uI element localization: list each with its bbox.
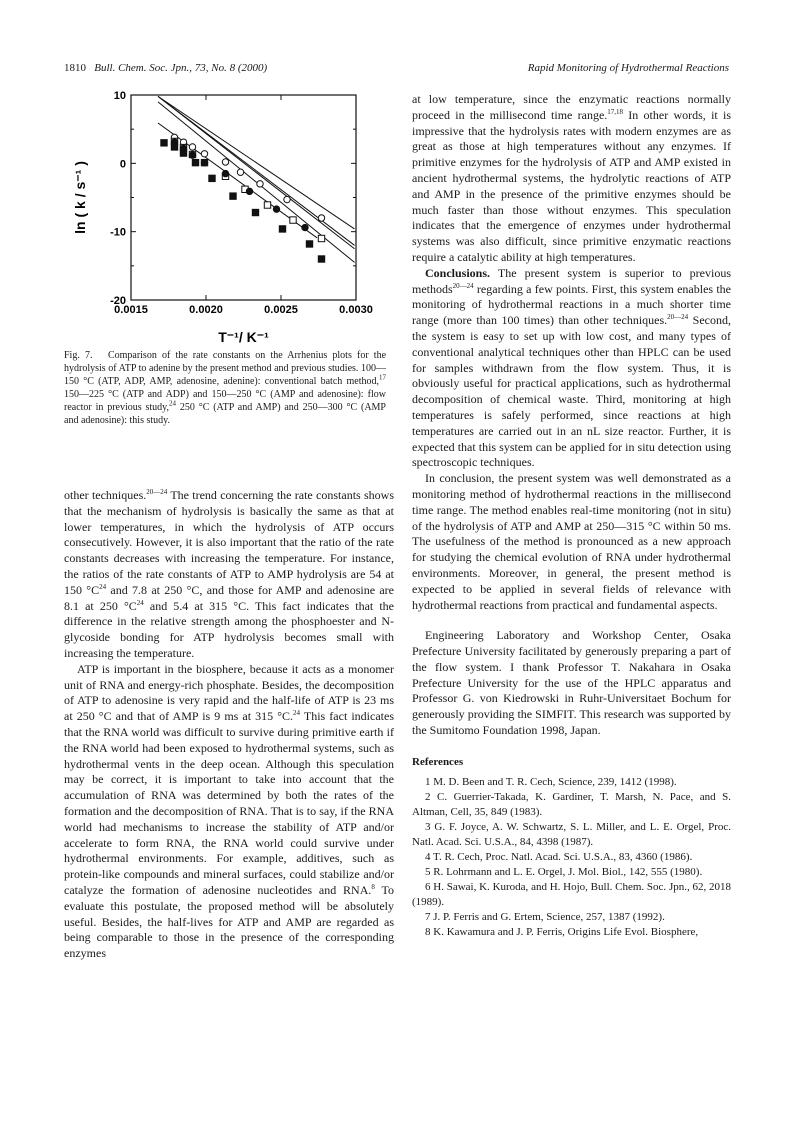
- y-tick-label: 10: [113, 90, 126, 102]
- x-tick-label: 0.0025: [264, 304, 298, 316]
- data-point-open-circle: [284, 196, 290, 202]
- plot-frame: [131, 95, 356, 300]
- data-point-filled-square: [279, 226, 285, 232]
- data-point-open-square: [318, 235, 324, 241]
- text: at low temperature, since the enzymatic reactions normally proceed in the millisecond time range.: [412, 92, 731, 122]
- x-tick-label: 0.0015: [114, 304, 148, 316]
- arrhenius-plot: [60, 80, 400, 360]
- reference-item: 6 H. Sawai, K. Kuroda, and H. Hojo, Bull. Chem. Soc. Jpn., 62, 2018 (1989).: [412, 880, 731, 908]
- paragraph: [64, 488, 394, 662]
- data-point-open-square: [264, 202, 270, 208]
- data-point-filled-square: [230, 193, 236, 199]
- paragraph: [412, 92, 731, 266]
- text: Second, the system is easy to set up with low cost, and many types of conventional analytical techniques other than HPLC can be used for samples withdrawn from the flow system. Thus, it is obviously useful for practical applications, such as hydrothermal decomposition of chemical waste. Third, monitoring at high temperatures is safely performed, since reactions at high temperatures are carried out in an nL size reactor. Further, it is expected that this system can be applied for in situ detection using spectroscopic techniques.: [412, 313, 731, 470]
- data-point-filled-square: [180, 150, 186, 156]
- reference-item: 4 T. R. Cech, Proc. Natl. Acad. Sci. U.S.A., 83, 4360 (1986).: [425, 850, 693, 863]
- right-column: [412, 92, 731, 940]
- figure-caption-text: Comparison of the rate constants on the Arrhenius plots for the hydrolysis of ATP to adenine by the present method and previous studies. 100—150 °C (ATP, ADP, AMP, adenosine, adenine): conventional batch method,: [64, 350, 387, 387]
- data-point-filled-circle: [222, 170, 228, 176]
- text: The trend concerning the rate constants shows that the mechanism of hydrolysis is basically the same as that at lower temperatures, in which the hydrolysis of ATP occurs consecutively. However, it is also important that the ratio of the rate constants decreases with increasing the temperature. For instance, the ratios of the rate constants of ATP to AMP hydrolysis are 54 at 150 °C: [64, 488, 394, 597]
- y-tick-label: 0: [119, 158, 126, 171]
- y-axis-label: ln ( k / s⁻¹ ): [72, 161, 88, 234]
- text: and 5.4 at 315 °C. This fact indicates that the difference in the relative strength among the phosphoester and N-glycoside bonding for ATP hydrolysis becomes small with increasing the temperature.: [64, 598, 394, 660]
- x-tick-label: 0.0030: [339, 304, 373, 316]
- data-point-filled-square: [306, 241, 312, 247]
- data-point-filled-circle: [246, 188, 252, 194]
- journal-citation: Bull. Chem. Soc. Jpn., 73, No. 8 (2000): [94, 62, 268, 74]
- data-point-open-circle: [237, 169, 243, 175]
- data-point-open-circle: [189, 144, 195, 150]
- fit-line: [158, 96, 355, 248]
- y-tick-label: -20: [110, 295, 126, 307]
- citation: 20—24: [667, 313, 689, 322]
- text: and 7.8 at 250 °C, and those for AMP and adenosine are 8.1 at 250 °C: [64, 582, 394, 613]
- text: other techniques.: [64, 488, 147, 502]
- paragraph: [64, 662, 394, 962]
- data-point-open-circle: [201, 151, 207, 157]
- text: The present system is superior to previous methods: [412, 265, 731, 296]
- data-point-open-circle: [222, 159, 228, 165]
- data-point-filled-circle: [189, 152, 195, 158]
- data-point-filled-square: [161, 140, 167, 146]
- running-title: Rapid Monitoring of Hydrothermal Reactions: [527, 62, 729, 74]
- data-point-filled-circle: [273, 206, 279, 212]
- citation: 17: [379, 373, 386, 382]
- page-number: 1810: [64, 62, 86, 74]
- reference-item: 3 G. F. Joyce, A. W. Schwartz, S. L. Miller, and L. E. Orgel, Proc. Natl. Acad. Sci. U.S.A., 84, 4398 (1987).: [412, 820, 731, 848]
- citation: 20—24: [146, 488, 168, 496]
- reference-item: 1 M. D. Been and T. R. Cech, Science, 239, 1412 (1998).: [425, 775, 677, 788]
- reference-item: 8 K. Kawamura and J. P. Ferris, Origins Life Evol. Biosphere,: [425, 925, 699, 938]
- paragraph: [412, 266, 731, 471]
- data-point-filled-circle: [302, 224, 308, 230]
- section-heading: Conclusions.: [425, 265, 491, 280]
- citation: 24: [99, 582, 107, 591]
- citation: 24: [169, 399, 177, 408]
- citation: 17,18: [607, 107, 624, 116]
- citation: 24: [136, 598, 144, 607]
- reference-item: 2 C. Guerrier-Takada, K. Gardiner, T. Marsh, N. Pace, and S. Altman, Cell, 35, 849 (1983).: [412, 790, 731, 818]
- text: In other words, it is impressive that the hydrolysis rates with modern enzymes are as great as those at high temperatures without any enzymes. If primitive enzymes for the hydrolysis of ATP and AMP existed in ancient hydrothermal systems, the hydrolytic reactions of ATP and AMP in the presence of the primitive enzymes should be much faster than those without enzymes. This speculation indicates that the emergence of enzymes under hydrothermal systems was also difficult, since primitive enzymatic reactions require a catalytic ability at high temperatures.: [412, 107, 731, 264]
- data-point-open-circle: [318, 215, 324, 221]
- citation: 20—24: [452, 281, 474, 290]
- figure-label: Fig. 7.: [64, 350, 93, 361]
- data-point-filled-square: [171, 144, 177, 150]
- citation: 24: [293, 709, 301, 718]
- acknowledgment: Engineering Laboratory and Workshop Center, Osaka Prefecture University facilitated by generously preparing a part of the flow system. I thank Professor T. Nakahara in Osaka Prefecture University for the use of the HPLC apparatus and Professor G. von Kiedrowski in Ruhr-Universitaet Bochum for generously providing the SIMFIT. This research was supported by the Sumitomo Foundation 1998, Japan.: [412, 628, 731, 738]
- reference-item: 5 R. Lohrmann and L. E. Orgel, J. Mol. Biol., 142, 555 (1980).: [425, 865, 703, 878]
- data-point-open-square: [290, 217, 296, 223]
- text: To evaluate this postulate, the proposed method will be absolutely useful. Besides, the half-lives for ATP and AMP are regarded as being comparable to those in the presence of the corresponding enzymes: [64, 882, 394, 961]
- running-header-left: [64, 62, 267, 74]
- data-point-filled-square: [192, 159, 198, 165]
- text: This fact indicates that the RNA world was difficult to survive during primitive earth if the RNA world had been exposed to hydrothermal systems, such as hydrothermal vents in the deep ocean. Although this speculation may be correct, it is important to take into account that the accumulation of RNA was determined by both the rates of the formation and the decomposition of RNA. That is to say, if the RNA world had mechanisms to increase the stability of ATP and/or accelerate to form RNA, the RNA world could survive under hydrothermal environments. For example, additives, such as protein-like compounds and mineral surfaces, could stabilize and/or catalyze the formation of adenosine nucleotides and RNA.: [64, 709, 395, 897]
- figure-caption-text: 150—225 °C (ATP and ADP) and 150—250 °C (AMP and adenosine): flow reactor in previous study,: [64, 389, 386, 413]
- citation: 8: [371, 882, 375, 891]
- x-tick-label: 0.0020: [189, 304, 223, 316]
- references-heading: References: [412, 755, 464, 768]
- text: regarding a few points. First, this system enables the monitoring of hydrothermal reactions in a much shorter time range (more than 100 times) than other techniques.: [412, 281, 731, 328]
- data-point-open-circle: [257, 181, 263, 187]
- data-point-filled-circle: [201, 159, 207, 165]
- figure-caption: [64, 349, 386, 427]
- y-tick-label: -10: [110, 226, 126, 239]
- data-point-filled-square: [318, 256, 324, 262]
- x-axis-label: T⁻¹/ K⁻¹: [218, 329, 269, 345]
- reference-item: 7 J. P. Ferris and G. Ertem, Science, 257, 1387 (1992).: [425, 910, 665, 923]
- figure-caption-text: 250 °C (ATP and AMP) and 250—300 °C (AMP and adenosine): this study.: [64, 402, 386, 426]
- data-point-filled-square: [252, 209, 258, 215]
- references-list: [412, 775, 731, 940]
- text: ATP is important in the biosphere, because it acts as a monomer unit of RNA and energy-rich phosphate. Besides, the decomposition of ATP to adenosine is very rapid and the half-life of ATP is 23 ms at 250 °C and that of AMP is 9 ms at 315 °C.: [64, 661, 394, 724]
- data-point-filled-square: [209, 175, 215, 181]
- paragraph: In conclusion, the present system was well demonstrated as a monitoring method of hydrothermal reactions in the millisecond time range. The method enables real-time monitoring (not in situ) of the hydrolysis of ATP and AMP at 250—315 °C within 50 ms. The usefulness of the method is pronounced as a new approach for studying the chemical evolution of RNA under hydrothermal environments. Moreover, in general, the present method is expected to be applied in several fields of relevance with hydrothermal reactions from practical and fundamental aspects.: [412, 471, 731, 612]
- left-column: [64, 488, 394, 962]
